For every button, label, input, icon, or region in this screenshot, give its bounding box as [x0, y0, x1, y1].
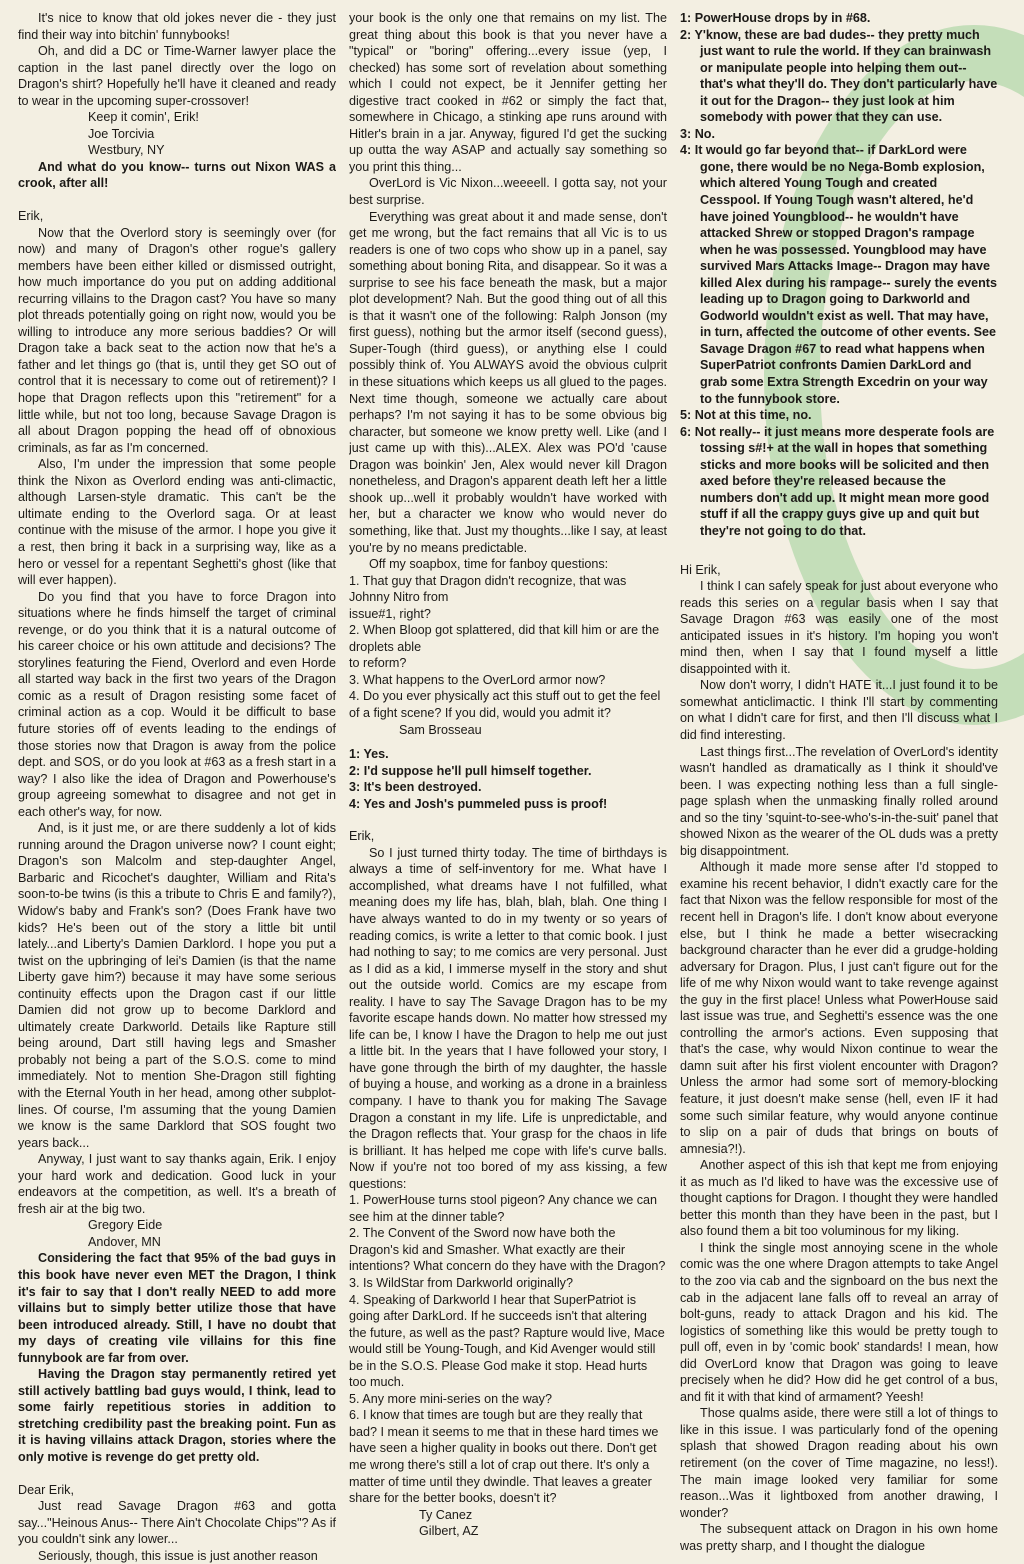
letter-paragraph: I think I can safely speak for just about everyone who reads this series on a regular basis when I say that Savage Dragon #63 was easily one of the most anticipated issues in it's history. I'm hoping you won't mind then, when I say that I found myself a little disappointed with it. — [680, 579, 998, 676]
signature-location: Andover, MN — [88, 1234, 161, 1249]
salutation: Dear Erik, — [18, 1482, 74, 1497]
answer-item: 2: I'd suppose he'll pull himself together. — [349, 763, 592, 778]
editor-reply: Considering the fact that 95% of the bad guys in this book have never even MET the Dragon, I think it's fair to say that I don't really NEED to add more villains but to simply better utilize those that have been introduced already. Still, I have no doubt that my days of creating vile villains for this fine funnybook are far from over. — [18, 1251, 336, 1365]
signature-name: Sam Brosseau — [399, 722, 482, 737]
letter-paragraph: The subsequent attack on Dragon in his own home was pretty sharp, and I thought the dialogue — [680, 1522, 998, 1553]
answer-item: 4: Yes and Josh's pummeled puss is proof! — [349, 796, 608, 811]
letter-paragraph: It's nice to know that old jokes never die - they just find their way into bitchin' funnybooks! — [18, 11, 336, 42]
letter-paragraph: Seriously, though, this issue is just another reason — [38, 1548, 318, 1563]
question-item: 4. Speaking of Darkworld I hear that SuperPatriot is going after DarkLord. If he succeeds isn't that altering the future, as well as the past? Rapture would live, Mace would still be Young-Tough, and Kid Avenger would still be in the S.O.S. Please God make it stop. Head hurts too much. — [349, 1292, 665, 1390]
letter-paragraph: And, is it just me, or are there suddenly a lot of kids running around the Dragon universe now? I count eight; Dragon's son Malcolm and step-daughter Angel, Barbaric and Ricochet's daughter, William and Rita's soon-to-be twins (is this a tribute to Chris E and family?), Widow's baby and Frank's son? (Does Frank have two kids? He's been out of the story a little bit until lately...and Liberty's Damien Darklord. I hope you put a twist on the upbringing of lei's Damien (is that the name Liberty gave him?) because it may have some serious continuity effects upon the Dragon cast if our little Damien did not grow up to become Darklord and ultimately create Darkworld. Details like Rapture still being around, Dart still having legs and Smasher probably not being a part of the S.O.S. come to mind immediately. Not to mention She-Dragon still fighting with the Eternal Youth in her head, among other subplot-lines. Of course, I'm assuming that the young Damien we know is the same Darklord that SOS fought two years back... — [18, 821, 336, 1150]
letter-paragraph: I think the single most annoying scene in the whole comic was the one where Dragon attempts to take Angel to the zoo via cab and the signboard on the bus next the cab in the adjacent lane falls off to reveal an array of bolt-guns, ready to attack Dragon and his kid. The logistics of something like this would be pretty tough to pull off, even in by 'comic book' standards! I mean, how did OverLord know that Dragon was going to leave precisely when he did? How did he get control of a bus, and fit it with that kind of armament? Yeesh! — [680, 1240, 998, 1404]
salutation: Erik, — [18, 209, 44, 224]
answer-item: 6: Not really-- it just means more desperate fools are tossing s#!+ at the wall in hopes that something sticks and more books will be solicited and then axed before they're released because the numbers don't add up. It might mean more good stuff if all the crappy guys give up and quit but they're not going to do that. — [680, 424, 995, 538]
editor-reply: Having the Dragon stay permanently retired yet still actively battling bad guys would, I think, lead to some fairly repetitious stories in addition to stretching credibility past the breaking point. Fun as it is having villains attack Dragon, stories where the only motive is revenge do get pretty old. — [18, 1367, 336, 1465]
letter-paragraph: Anyway, I just want to say thanks again, Erik. I enjoy your hard work and dedication. Good luck in your endeavors at the competition, as well. It's a breath of fresh air at the big two. — [18, 1152, 336, 1216]
signature-name: Gregory Eide — [88, 1218, 163, 1233]
question-item: 4. Do you ever physically act this stuff out to get the feel of a fight scene? If you did, would you admit it? — [349, 689, 661, 720]
question-item: 6. I know that times are tough but are they really that bad? I mean it seems to me that in these hard times we have seen a higher quality in books out there. Don't get me wrong there's still a lot of crap out there. It's only a matter of time until they dwindle. That leaves a greater share for the better books, doesn't it? — [349, 1408, 659, 1506]
salutation: Erik, — [349, 829, 375, 844]
letter-paragraph: Those qualms aside, there were still a lot of things to like in this issue. I was particularly fond of the opening splash that showed Dragon reading about his own retirement (on the cover of Time magazine, no less!). The main image looked very familiar for some reason...Was it lightboxed from another drawing, I wonder? — [680, 1406, 998, 1520]
letter-paragraph: Oh, and did a DC or Time-Warner lawyer place the caption in the last panel directly over the logo on Dragon's shirt? Hopefully he'll have it cleaned and ready to wear in the upcoming super-crossover! — [18, 44, 336, 108]
letter-paragraph: Although it made more sense after I'd stopped to examine his recent behavior, I didn't exactly care for the fact that Nixon was the fellow responsible for most of the recent hell in Dragon's life. I don't know about everyone else, but I think he made a better wisecracking background character than he ever did a grudge-holding adversary for Dragon. Plus, I just can't figure out for the life of me why Nixon would want to take revenge against the guy in the first place! Unless what PowerHouse said last issue was true, and Seghetti's essence was the one controlling the armor's actions. Even supposing that that's the case, why would Nixon continue to wear the damn suit after his first violent encounter with Dragon? Unless the armor had some sort of memory-blocking feature, it just doesn't make sense (hell, even IF it had some such similar feature, why would anyone continue to slip on a pair of duds that brings on bouts of amnesia?!). — [680, 860, 998, 1156]
letter-paragraph: your book is the only one that remains on my list. The great thing about this book is that you never have a "typical" or "boring" offering...every issue (yep, I checked) has some sort of revelation about something which I could not expect, be it Jennifer getting her digestive tract cooked in #62 or simply the fact that, somewhere in Chicago, a stinking ape runs around with Hitler's brain in a jar. Anyway, figured I'd get the sucking up outta the way ASAP and actually say something so you print this thing... — [349, 11, 667, 174]
answer-item: 4: It would go far beyond that-- if DarkLord were gone, there would be no Nega-Bomb explosion, which altered Young Tough and created Cesspool. If Young Tough wasn't altered, he'd have joined Youngblood-- he wouldn't have attacked Shrew or stopped Dragon's rampage when he was possessed. Youngblood may have survived Mars Attacks Image-- Dragon may have killed Alex during his rampage-- surely the events leading up to Dragon going to Darkworld and Godworld wouldn't exist as well. That may have, in turn, affected the outcome of other events. See Savage Dragon #67 to read what happens when SuperPatriot confronts Damien DarkLord and grab some Extra Strength Excedrin on your way to the funnybook store. — [680, 143, 997, 406]
letter-paragraph: Do you find that you have to force Dragon into situations where he finds himself the target of criminal revenge, or do you think that it is a natural outcome of his career choice or his own attitude and decisions? The storylines featuring the Fiend, Overlord and even Horde all started way back in the first two years of the Dragon comic as a result of Dragon resisting some facet of criminal action as a cop. Would it be difficult to base future stories off of events leading to the endings of those stories now that Dragon is away from the police dept. and SOS, or do you look at #63 as a fresh start in a way? I also like the idea of Dragon and Powerhouse's group agreeing somewhat to disagree and not get in each other's way, for now. — [18, 589, 336, 819]
answer-item: 1: PowerHouse drops by in #68. — [680, 11, 871, 25]
question-item: issue#1, right? — [349, 606, 431, 621]
letter-paragraph: So I just turned thirty today. The time of birthdays is always a time of self-inventory for me. What have I accomplished, what dreams have I not fulfilled, what meaning does my life has, blah, blah, blah. One thing I have always wanted to do in my twenty or so years of reading comics, is write a letter to that comic book. I just had nothing to say; to me comics are very personal. Just as I did as a kid, I immerse myself in the story and shut out the outside world. Comics are my escape from reality. I have to say The Savage Dragon has to be my favorite escape hands down. No matter how stressed my life can be, I know I have the Dragon to help me out just a little bit. In the years that I have followed your story, I have gone through the birth of my daughter, the hassle of buying a house, and working as a drone in a brainless company. I have to thank you for making The Savage Dragon a constant in my life. Life is unpredictable, and the Dragon reflects that. Your grasp for the chaos in life is brilliant. It has helped me cope with life's curve balls. Now if you're not too bored of my ass kissing, a few questions: — [349, 845, 667, 1191]
signature-location: Gilbert, AZ — [419, 1524, 479, 1539]
question-item: 3. Is WildStar from Darkworld originally? — [349, 1276, 573, 1291]
letter-paragraph: Just read Savage Dragon #63 and gotta say..."Heinous Anus-- There Ain't Chocolate Chips"? As if you couldn't sink any lower... — [18, 1499, 336, 1547]
column-2 — [349, 10, 667, 1540]
signature-name: Joe Torcivia — [88, 126, 155, 141]
letter-paragraph: Everything was great about it and made sense, don't get me wrong, but the fact remains that all Vic is to us readers is one of two cops who show up in a panel, say something about boning Rita, and disappear. So it was a surprise to see his face beneath the mask, but a major plot development? Nah. But the good thing out of all this is that it wasn't one of the following: Ralph Jonson (my first guess), nothing but the armor itself (second guess), Super-Tough (third guess), or anything else I could possibly think of. You ALWAYS avoid the obvious culprit in these situations which keeps us all glued to the pages. Next time though, someone we actually care about perhaps? I'm not saying it has to be some obvious big character, but someone we know pretty well. Like (and I just came up with this)...ALEX. Alex was PO'd 'cause Dragon was boinkin' Jen, Alex would never kill Dragon nonetheless, and Dragon's apparent death left her a little shook up...well it probably wouldn't have worked with her, but a character we know who would never do something, like that. Just my thoughts...like I say, at least you're by no means predictable. — [349, 209, 667, 555]
signature-location: Westbury, NY — [88, 143, 165, 158]
column-3 — [680, 10, 998, 1554]
question-item: to reform? — [349, 656, 407, 671]
letter-paragraph: Now don't worry, I didn't HATE it...I just found it to be somewhat anticlimactic. I think I'll start by commenting on what I didn't care for first, and then I'll discuss what I did find interesting. — [680, 678, 998, 742]
answer-item: 3: No. — [680, 126, 715, 141]
question-item: 3. What happens to the OverLord armor now? — [349, 672, 606, 687]
letter-paragraph: Last things first...The revelation of OverLord's identity wasn't handled as dramatically as I think it should've been. I was expecting nothing less than a full single-page splash when the unmasking finally rolled around and so the tiny 'squint-to-see-who's-in-the-suit' panel that showed Nixon as the wearer of the OL duds was a pretty big disappointment. — [680, 744, 998, 858]
signoff: Keep it comin', Erik! — [88, 110, 199, 125]
answer-item: 3: It's been destroyed. — [349, 780, 482, 795]
answer-item: 1: Yes. — [349, 747, 389, 762]
question-item: 1. PowerHouse turns stool pigeon? Any chance we can see him at the dinner table? — [349, 1193, 658, 1224]
column-1 — [18, 10, 336, 1564]
editor-reply: And what do you know-- turns out Nixon WAS a crook, after all! — [18, 159, 336, 191]
letter-paragraph: Now that the Overlord story is seemingly over (for now) and many of Dragon's other rogue's gallery members have been either killed or dismissed outright, how much importance do you put on adding additional recurring villains to the Dragon cast? You have so many plot threads potentially going on right now, would you be willing to introduce any more serious baddies? Or will Dragon take a back seat to the action now that he's a father and let things go (that is, until they get SO out of control that it is necessary to come out of retirement)? I hope that Dragon reflects upon this "retirement" for a little while, but not too long, because Savage Dragon is all about Dragon popping the head off of obnoxious criminals, as far as I'm concerned. — [18, 225, 336, 455]
answer-item: 2: Y'know, these are bad dudes-- they pretty much just want to rule the world. If they can brainwash or manipulate people into helping them out-- that's what they'll do. They don't particularly have it out for the Dragon-- they just look at him somebody with power that they can use. — [680, 27, 998, 125]
letter-paragraph: Also, I'm under the impression that some people think the Nixon as Overlord ending was anti-climactic, although Larsen-style dramatic. This can't be the ultimate ending to the Overlord saga. Or at least continue with the misuse of the armor. I hope you give it a rest, then bring it back in a surprising way, like as a hero or vessel for a repentant Seghetti's ghost (like that will ever happen). — [18, 457, 336, 588]
letter-paragraph: Off my soapbox, time for fanboy questions: — [369, 557, 609, 572]
answer-item: 5: Not at this time, no. — [680, 408, 812, 423]
letter-paragraph: Another aspect of this ish that kept me from enjoying it as much as I'd liked to have was the excessive use of thought captions for Dragon. I thought they were handled better this month than they have been in the past, but I also found them a bit too voluminous for my liking. — [680, 1158, 998, 1239]
question-item: 2. When Bloop got splattered, did that kill him or are the droplets able — [349, 623, 660, 654]
question-item: 1. That guy that Dragon didn't recognize, that was Johnny Nitro from — [349, 573, 627, 605]
question-item: 2. The Convent of the Sword now have both the Dragon's kid and Smasher. What exactly are their intentions? What concern do they have with the Dragon? — [349, 1226, 666, 1274]
letter-paragraph: OverLord is Vic Nixon...weeeell. I gotta say, not your best surprise. — [349, 176, 667, 208]
salutation: Hi Erik, — [680, 562, 721, 577]
question-item: 5. Any more mini-series on the way? — [349, 1391, 552, 1406]
signature-name: Ty Canez — [419, 1507, 473, 1522]
